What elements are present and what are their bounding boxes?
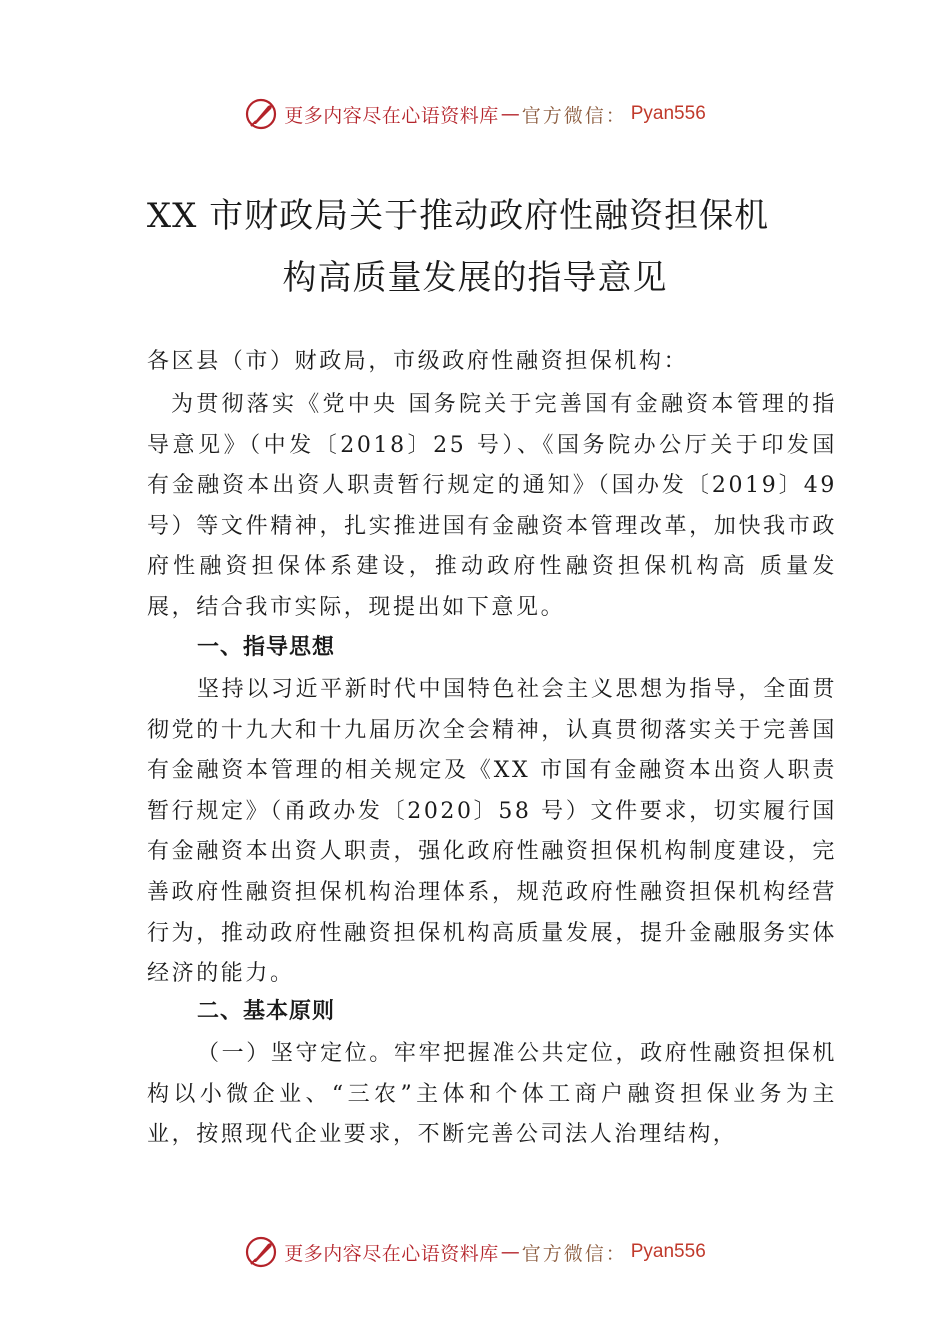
section-heading-guiding-ideology: 一、指导思想 [197,635,336,660]
watermark-dash: — [500,1241,520,1263]
watermark-label: 官方微信： [521,104,627,127]
section-heading-basic-principles: 二、基本原则 [197,999,336,1024]
footer-watermark [0,1232,950,1272]
document-title-line-2: 构高质量发展的指导意见 [282,258,668,298]
feather-pen-logo-icon [244,1235,278,1269]
watermark-dash: — [500,103,520,125]
header-watermark [0,94,950,134]
document-title-line-1: XX 市财政局关于推动政府性融资担保机 [146,196,770,236]
watermark-wechat-id: Pyan556 [630,1241,706,1262]
feather-pen-logo-icon [244,97,278,131]
watermark-wechat-id: Pyan556 [630,103,706,124]
watermark-brand: 更多内容尽在心语资料库 [284,1242,499,1265]
salutation: 各区县（市）财政局，市级政府性融资担保机构： [147,349,689,374]
paragraph-intro: 为贯彻落实《党中央 国务院关于完善国有金融资本管理的指导意见》（中发〔2018〕25 号）、《国务院办公厅关于印发国有金融资本出资人职责暂行规定的通知》（国办发〔2019〕49号）等文件精神，扎实推进国有金融资本管理改革，加快我市政府性融资担保体系建设，推动政府性融资担保机构高 质量发展，结合我市实际，现提出如下意见。 [147,392,837,620]
watermark-label: 官方微信： [521,1242,627,1265]
paragraph-basic-principles: （一）坚守定位。牢牢把握准公共定位，政府性融资担保机构以小微企业、“三农”主体和个体工商户融资担保业务为主业，按照现代企业要求，不断完善公司法人治理结构， [147,1041,837,1148]
watermark-brand: 更多内容尽在心语资料库 [284,104,499,127]
paragraph-guiding-ideology: 坚持以习近平新时代中国特色社会主义思想为指导，全面贯彻党的十九大和十九届历次全会精神，认真贯彻落实关于完善国有金融资本管理的相关规定及《XX 市国有金融资本出资人职责暂行规定》（甬政办发〔2020〕58 号）文件要求，切实履行国有金融资本出资人职责，强化政府性融资担保机构制度建设，完善政府性融资担保机构治理体系，规范政府性融资担保机构经营行为，推动政府性融资担保机构高质量发展，提升金融服务实体经济的能力。 [147,677,837,987]
